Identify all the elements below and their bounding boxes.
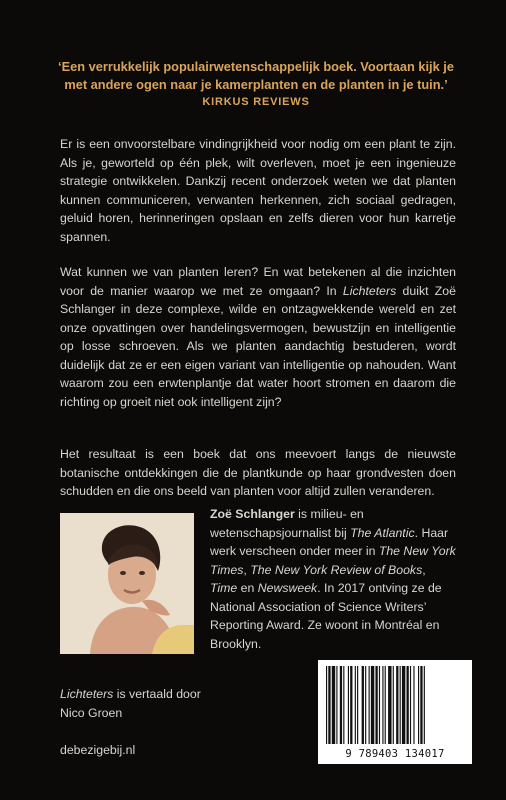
bio-text: , (243, 562, 251, 577)
bio-text: en (237, 581, 258, 595)
book-title: Lichteters (60, 687, 114, 701)
isbn-barcode (318, 660, 472, 764)
book-title: Lichteters (342, 283, 397, 298)
review-quote (56, 58, 456, 110)
publication-name: The New York Times (210, 544, 456, 577)
bio-text: . Haar werk verscheen onder meer in (210, 525, 449, 558)
isbn-digits: 9 789403 134017 (345, 748, 445, 760)
publisher-website: debezigebij.nl (60, 743, 136, 757)
translator-name: Nico Groen (60, 705, 123, 720)
blurb-paragraph-3: Het resultaat is een boek dat ons meevoert langs de nieuwste botanische ontdekkingen die de plantkunde op haar grondvesten doen schudden en die ons beeld van planten voor altijd zullen veranderen. (60, 447, 456, 498)
bio-text: . In 2017 ontving ze de National Association of Science Writers’ Reporting Award. Ze woont in Montréal en Brooklyn. (210, 581, 442, 651)
author-portrait-illustration (60, 513, 194, 654)
publication-name: The Atlantic (350, 525, 415, 540)
bio-text: is milieu- en wetenschapsjournalist bij (210, 507, 364, 540)
publication-name: The New York Review of Books (250, 562, 423, 577)
quote-attribution: KIRKUS REVIEWS (202, 96, 310, 108)
author-name: Zoë Schlanger (210, 507, 295, 521)
blurb-paragraph-1: Er is een onvoorstelbare vindingrijkheid voor nodig om een plant te zijn. Als je, geworteld op één plek, wilt overleven, moet je een ingenieuze strategie ontwikkelen. Dankzij recent onderzoek weten we dat planten kunnen communiceren, verwanten herkennen, zich sociaal gedragen, geluid horen, herinneringen opslaan en zelfs dieren voor hun karretje spannen. (60, 137, 456, 244)
blurb-text: duikt Zoë Schlanger in deze complexe, wilde en ontzagwekkende wereld en zet onze opvattingen over handelingsvermogen, bewustzijn en intelligentie op losse schroeven. Als we planten aandachtig bestuderen, wordt duidelijk dat ze er een eigen variant van intelligentie op nahouden. Want waarom zou een erwtenplantje dat water hoort stromen en daarom die richting op groeit niet ook intelligent zijn? (60, 283, 456, 409)
translator-text: is vertaald door (113, 687, 201, 701)
blurb-text: Wat kunnen we van planten leren? En wat betekenen al die inzichten voor de manier waarop we met ze omgaan? In (60, 265, 456, 298)
blurb-paragraph-2 (60, 263, 456, 411)
bio-text: , (422, 562, 426, 577)
translator-credit (60, 685, 260, 722)
author-bio (210, 505, 456, 653)
publication-name: Time (210, 581, 238, 595)
author-photo (60, 513, 194, 654)
publication-name: Newsweek (257, 581, 318, 595)
quote-text: ‘Een verrukkelijk populairwetenschappelijk boek. Voortaan kijk je met andere ogen naar je kamerplanten en de planten in je tuin.’ (58, 59, 454, 92)
